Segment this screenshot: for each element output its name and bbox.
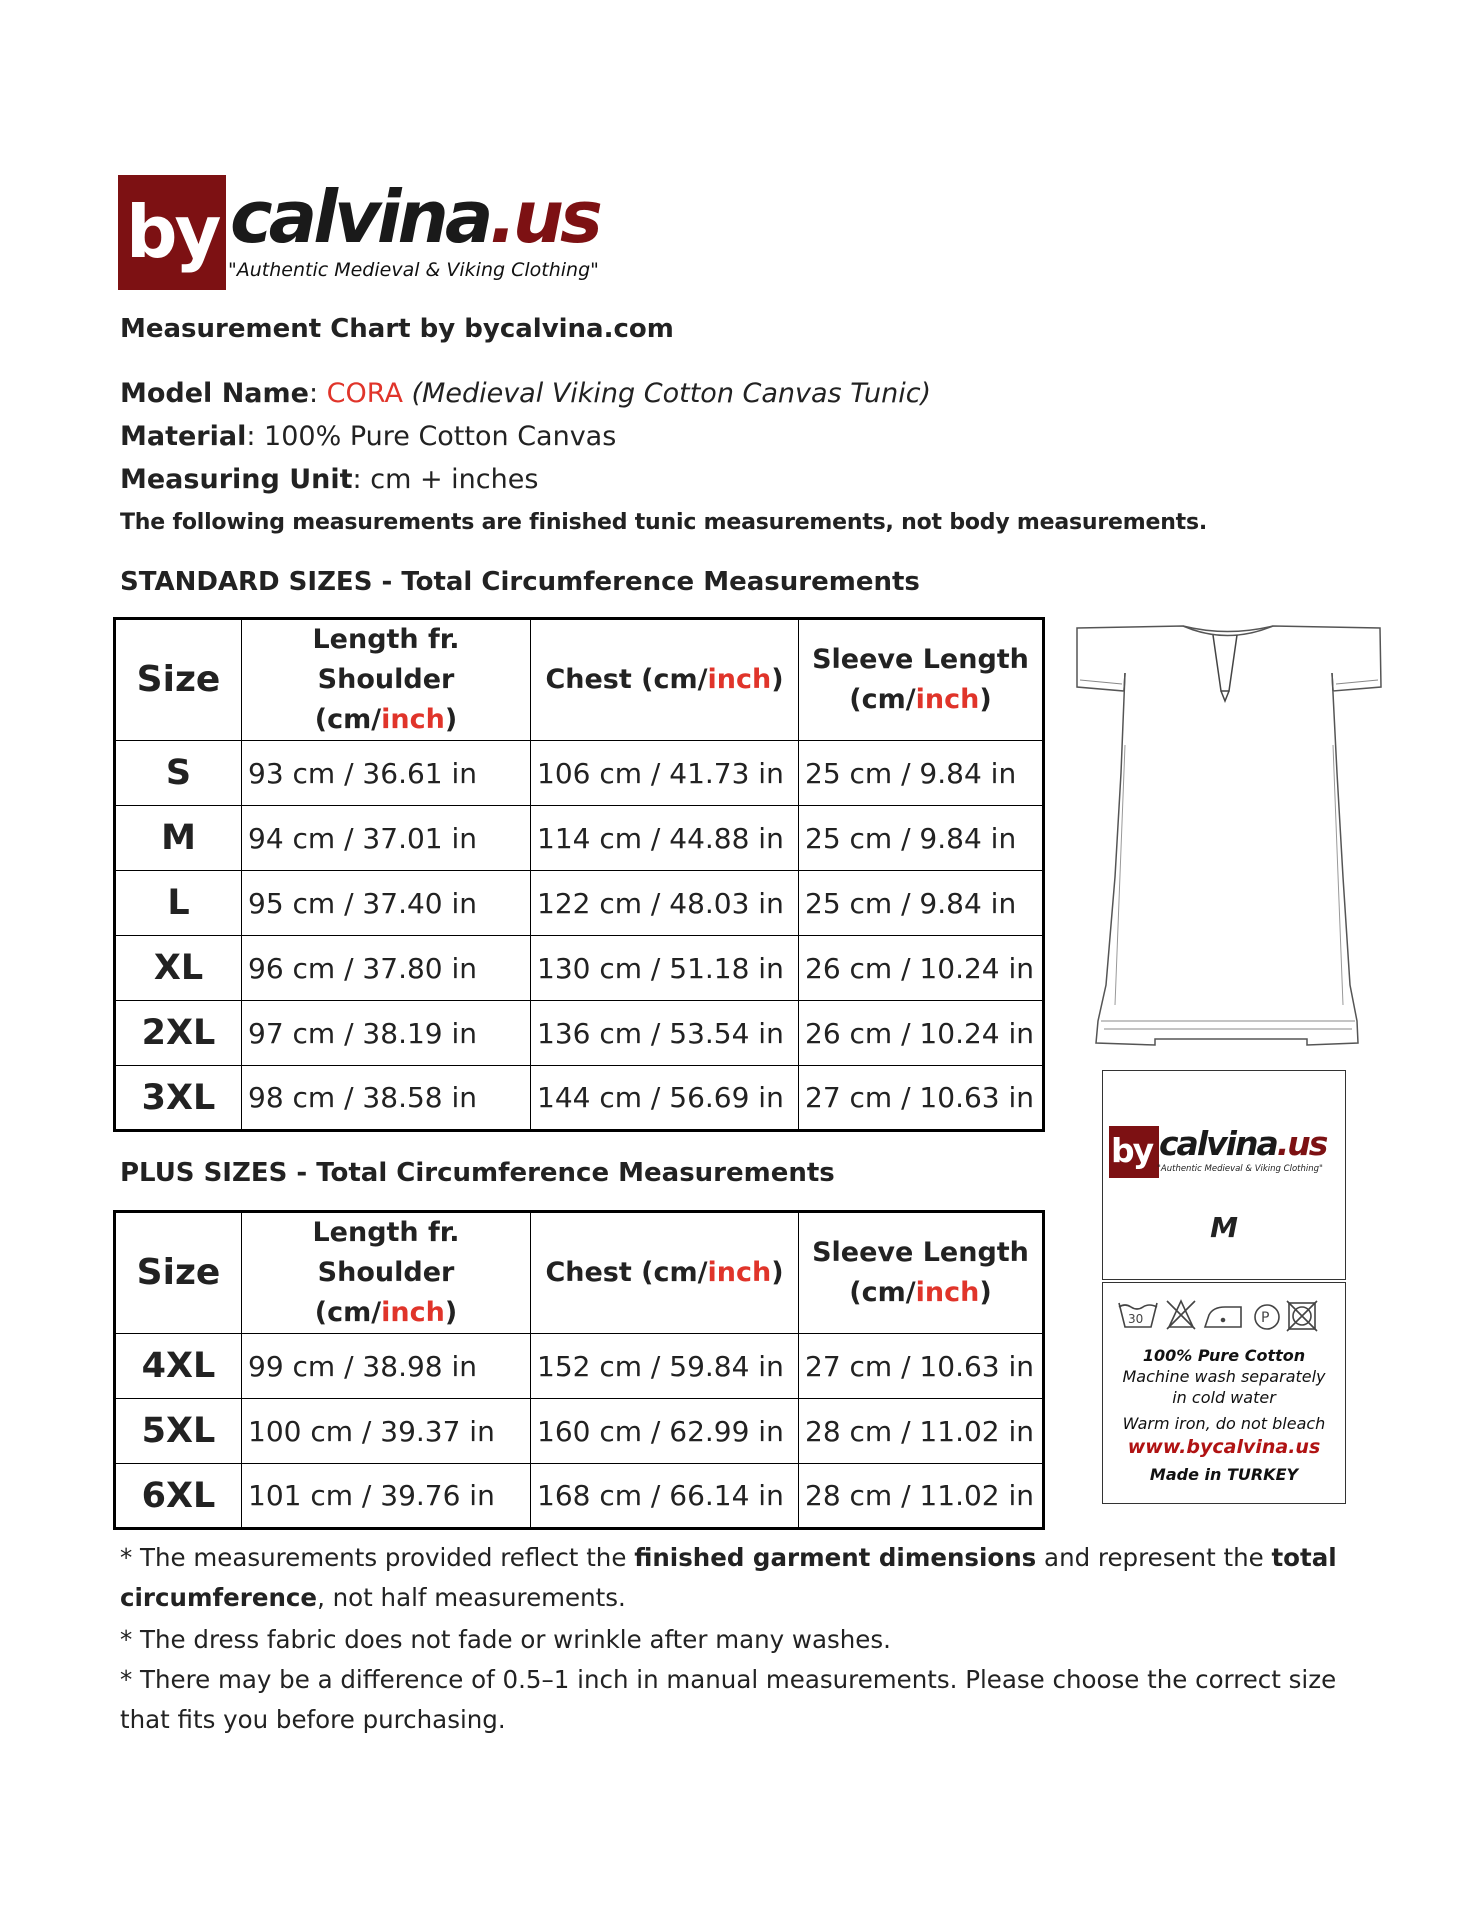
- sleeve-cell: 26 cm / 10.24 in: [799, 1001, 1044, 1066]
- iron-icon: [1205, 1307, 1241, 1327]
- logo-by-block: by: [118, 175, 226, 290]
- unit-line: Measuring Unit: cm + inches: [120, 464, 539, 495]
- material-line: Material: 100% Pure Cotton Canvas: [120, 421, 617, 452]
- sleeve-cell: 25 cm / 9.84 in: [799, 741, 1044, 806]
- chest-cell: 106 cm / 41.73 in: [531, 741, 799, 806]
- footnote-1-part-a: * The measurements provided reflect the: [120, 1543, 635, 1572]
- plus-sizes-title: PLUS SIZES - Total Circumference Measurements: [120, 1158, 835, 1188]
- mini-logo: [1109, 1126, 1341, 1186]
- length-header: [242, 619, 531, 741]
- table-row: [115, 936, 1044, 1001]
- length-header-unit-close: ): [444, 704, 458, 735]
- sleeve-header-inch: inch: [915, 684, 980, 715]
- logo-calvina: calvina: [230, 175, 490, 259]
- footnote-1-part-e: , not half measurements.: [317, 1583, 626, 1612]
- sleeve-header: [799, 619, 1044, 741]
- table-header-row: [115, 619, 1044, 741]
- size-cell: XL: [115, 936, 242, 1001]
- length-cell: 96 cm / 37.80 in: [242, 936, 531, 1001]
- size-cell: 6XL: [115, 1464, 242, 1529]
- no-bleach-icon: [1167, 1301, 1195, 1329]
- table-row: [115, 1001, 1044, 1066]
- sleeve-cell: 25 cm / 9.84 in: [799, 871, 1044, 936]
- length-cell: 97 cm / 38.19 in: [242, 1001, 531, 1066]
- size-cell: 3XL: [115, 1066, 242, 1131]
- sleeve-header-unit-close: ): [979, 1277, 992, 1308]
- chest-cell: 144 cm / 56.69 in: [531, 1066, 799, 1131]
- chest-cell: 152 cm / 59.84 in: [531, 1334, 799, 1399]
- sleeve-cell: 27 cm / 10.63 in: [799, 1066, 1044, 1131]
- size-cell: 2XL: [115, 1001, 242, 1066]
- chest-cell: 130 cm / 51.18 in: [531, 936, 799, 1001]
- footnote-1-part-b: finished garment dimensions: [634, 1543, 1037, 1572]
- standard-sizes-title: STANDARD SIZES - Total Circumference Measurements: [120, 567, 920, 597]
- chest-cell: 160 cm / 62.99 in: [531, 1399, 799, 1464]
- footnote-3: * There may be a difference of 0.5–1 inch in manual measurements. Please choose the correct size that fits you before purchasing.: [120, 1665, 1337, 1734]
- length-cell: 95 cm / 37.40 in: [242, 871, 531, 936]
- no-tumble-dry-icon: [1287, 1301, 1317, 1331]
- sleeve-cell: 25 cm / 9.84 in: [799, 806, 1044, 871]
- mini-logo-tagline: "Authentic Medieval & Viking Clothing": [1157, 1164, 1323, 1174]
- table-header-row: [115, 1212, 1044, 1334]
- table-row: [115, 1464, 1044, 1529]
- length-header-unit-open: (cm/: [314, 1297, 382, 1328]
- wash-text-1: Machine wash separately: [1122, 1367, 1326, 1386]
- model-label: Model Name: [120, 378, 309, 409]
- wash-text-2: in cold water: [1172, 1388, 1276, 1407]
- length-header-inch: inch: [381, 1297, 445, 1328]
- table-row: [115, 1399, 1044, 1464]
- sleeve-header-unit-open: (cm/: [849, 1277, 916, 1308]
- logo-tagline: "Authentic Medieval & Viking Clothing": [228, 259, 599, 281]
- sleeve-header: [799, 1212, 1044, 1334]
- footnote-2: * The dress fabric does not fade or wrinkle after many washes.: [120, 1625, 891, 1654]
- length-header: [242, 1212, 531, 1334]
- care-icons: [1117, 1293, 1333, 1335]
- length-cell: 93 cm / 36.61 in: [242, 741, 531, 806]
- mini-logo-calvina: calvina: [1159, 1124, 1277, 1163]
- svg-text:P: P: [1261, 1310, 1270, 1326]
- material-label: Material: [120, 421, 247, 452]
- care-label: [1102, 1282, 1346, 1504]
- footnote-1: [120, 1538, 1340, 1618]
- measurement-note: The following measurements are finished tunic measurements, not body measurements.: [120, 510, 1208, 535]
- mini-logo-us: .us: [1276, 1124, 1327, 1163]
- sleeve-cell: 28 cm / 11.02 in: [799, 1399, 1044, 1464]
- length-header-line1: Length fr. Shoulder: [312, 1217, 460, 1288]
- size-cell: S: [115, 741, 242, 806]
- sleeve-header-unit-open: (cm/: [849, 684, 916, 715]
- brand-label: [1102, 1070, 1346, 1280]
- tunic-illustration: [1075, 625, 1385, 1050]
- size-cell: M: [115, 806, 242, 871]
- sleeve-header-line1: Sleeve Length: [812, 1237, 1029, 1268]
- chest-cell: 136 cm / 53.54 in: [531, 1001, 799, 1066]
- mini-logo-by: by: [1109, 1126, 1159, 1178]
- length-cell: 100 cm / 39.37 in: [242, 1399, 531, 1464]
- sleeve-header-inch: inch: [915, 1277, 980, 1308]
- chest-header-unit-close: ): [771, 1257, 784, 1288]
- footnote-1-part-c: and represent the: [1036, 1543, 1272, 1572]
- length-cell: 94 cm / 37.01 in: [242, 806, 531, 871]
- table-row: [115, 806, 1044, 871]
- length-header-inch: inch: [381, 704, 445, 735]
- wash-temp-label: 30: [1128, 1312, 1144, 1326]
- website-url: www.bycalvina.us: [1127, 1436, 1321, 1458]
- dry-clean-p-icon: [1255, 1305, 1279, 1329]
- table-row: [115, 741, 1044, 806]
- sleeve-cell: 28 cm / 11.02 in: [799, 1464, 1044, 1529]
- footnote-1-part-d: total circumference: [120, 1543, 1337, 1612]
- chest-header-inch: inch: [707, 1257, 772, 1288]
- logo-us: .us: [489, 175, 599, 259]
- length-cell: 98 cm / 38.58 in: [242, 1066, 531, 1131]
- chest-cell: 122 cm / 48.03 in: [531, 871, 799, 936]
- brand-logo: [118, 175, 618, 290]
- chest-header: [531, 619, 799, 741]
- model-description: (Medieval Viking Cotton Canvas Tunic): [411, 378, 932, 409]
- page-heading: Measurement Chart by bycalvina.com: [120, 314, 674, 344]
- size-header: Size: [115, 619, 242, 741]
- chest-cell: 114 cm / 44.88 in: [531, 806, 799, 871]
- length-header-line1: Length fr. Shoulder: [312, 624, 460, 695]
- length-cell: 99 cm / 38.98 in: [242, 1334, 531, 1399]
- unit-value: cm + inches: [370, 464, 539, 495]
- chest-header-unit-open: Chest (cm/: [545, 664, 708, 695]
- length-header-unit-open: (cm/: [314, 704, 382, 735]
- plus-size-table: [113, 1210, 1045, 1530]
- wash-30-icon: [1119, 1303, 1157, 1327]
- unit-label: Measuring Unit: [120, 464, 353, 495]
- table-row: [115, 1334, 1044, 1399]
- size-cell: L: [115, 871, 242, 936]
- origin-text: Made in TURKEY: [1149, 1465, 1299, 1484]
- size-cell: 4XL: [115, 1334, 242, 1399]
- logo-wordmark: [230, 177, 599, 257]
- standard-size-table: [113, 617, 1045, 1132]
- model-line: Model Name: CORA (Medieval Viking Cotton Canvas Tunic): [120, 378, 932, 409]
- chest-cell: 168 cm / 66.14 in: [531, 1464, 799, 1529]
- mini-logo-wordmark: [1159, 1124, 1326, 1163]
- length-cell: 101 cm / 39.76 in: [242, 1464, 531, 1529]
- chest-header: [531, 1212, 799, 1334]
- chest-header-unit-close: ): [771, 664, 784, 695]
- sleeve-header-line1: Sleeve Length: [812, 644, 1029, 675]
- material-value: 100% Pure Cotton Canvas: [264, 421, 617, 452]
- fabric-text: 100% Pure Cotton: [1142, 1346, 1306, 1365]
- size-header: Size: [115, 1212, 242, 1334]
- sleeve-cell: 27 cm / 10.63 in: [799, 1334, 1044, 1399]
- table-row: [115, 1066, 1044, 1131]
- chest-header-inch: inch: [707, 664, 772, 695]
- iron-text: Warm iron, do not bleach: [1122, 1414, 1326, 1433]
- label-size: M: [1210, 1211, 1238, 1244]
- length-header-unit-close: ): [444, 1297, 458, 1328]
- chest-header-unit-open: Chest (cm/: [545, 1257, 708, 1288]
- sleeve-cell: 26 cm / 10.24 in: [799, 936, 1044, 1001]
- sleeve-header-unit-close: ): [979, 684, 992, 715]
- size-cell: 5XL: [115, 1399, 242, 1464]
- table-row: [115, 871, 1044, 936]
- model-name: CORA: [326, 378, 403, 409]
